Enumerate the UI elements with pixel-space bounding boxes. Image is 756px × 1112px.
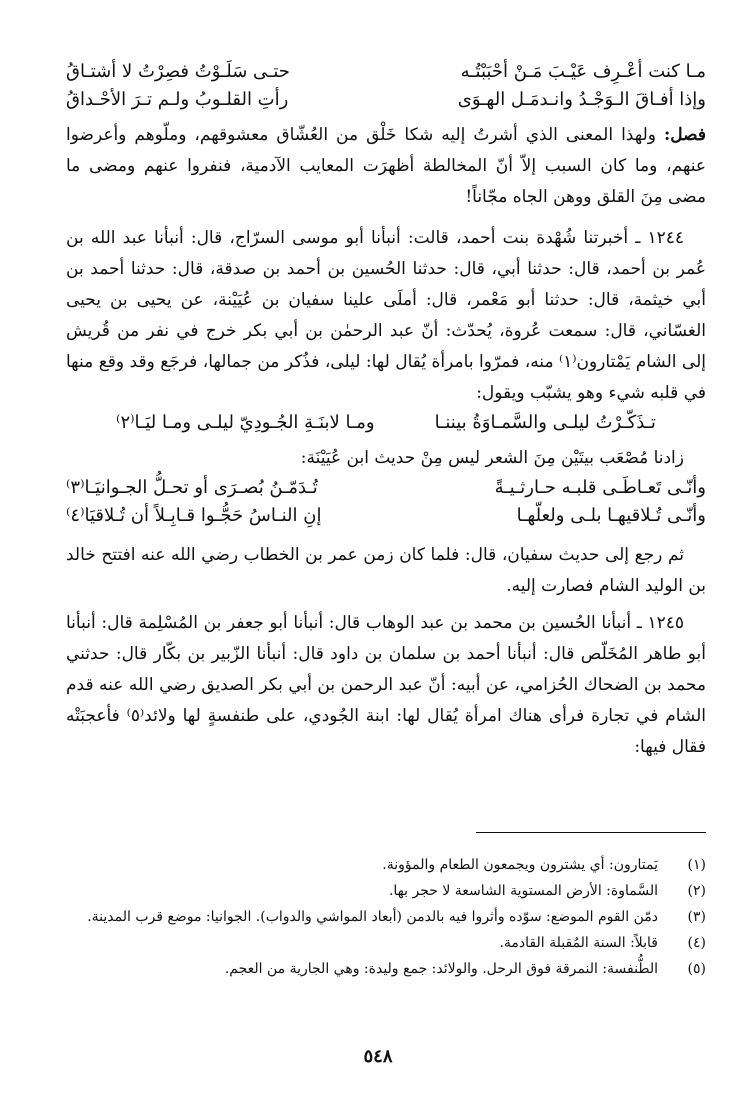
verse-line-1: [66, 58, 706, 86]
hemistich: وإذا أفـاقَ الـوَجْـدُ وانـدمَـل الهـوَى: [457, 89, 706, 110]
hemistich: تُـدَمّـنُ بُصـرَى أو تحـلُّ الجـوانيَـا⁽٣⁾: [66, 477, 318, 498]
footnote-number: (٤): [687, 935, 706, 951]
verse-line-4: [66, 474, 706, 502]
verse-line-3: [66, 409, 706, 437]
fasl-text: ولهذا المعنى الذي أشرتُ إليه شكا خَلْق من العُشّاق معشوقهم، وملّوهم وأعرضوا عنهم، وما كان السبب إلاّ أنّ المخالطة أظهرَت المعايب الآدمية، فنفروا عنهم ومضى ما مضى مِنَ القلق ووهن الجاه مجّاناً!: [66, 125, 706, 207]
hemistich: مـا كنت أعْـرِف عَيْـبَ مَـنْ أحْبَبْتُـه: [460, 61, 706, 82]
hemistich: حتـى سَلَـوْتُ فصِرْتُ لا أشتـاقُ: [66, 61, 290, 82]
footnote-number: (٣): [687, 909, 706, 925]
footnote-text: قابلاً: السنة المُقبلة القادمة.: [499, 935, 658, 951]
footnote-number: (٥): [687, 961, 706, 977]
footnote-4: [56, 930, 706, 956]
footnote-text: الطُّنفسة: النمرقة فوق الرحل. والولائد: جمع وليدة: وهي الجارية من العجم.: [224, 961, 658, 977]
footnote-1: [56, 852, 706, 878]
footnotes: [56, 852, 706, 982]
footnote-text: يَمتارون: أي يشترون ويجمعون الطعام والمؤونة.: [382, 857, 658, 873]
hemistich: وأنّـى تَعـاطَـى قلبـه حـارثـيـةً: [494, 477, 706, 498]
fasl-label: فصل:: [663, 125, 706, 145]
footnote-3: [56, 904, 706, 930]
footnote-5: [56, 956, 706, 982]
fasl-paragraph: [66, 120, 706, 213]
narration-1245: ١٢٤٥ ـ أنبأنا الحُسين بن محمد بن عبد الوهاب قال: أنبأنا أبو جعفر بن المُسْلِمة قال: أنبأنا أبو طاهر المُخَلّص قال: أنبأنا أحمد بن سلمان بن داود قال: أنبأنا الزّبير بن بكّار قال: حدثني محمد بن الضحاك الحُزامي، عن أبيه: أنّ عبد الرحمن بن أبي بكر الصديق رضي الله عنه قدم الشام في تجارة فرأى هناك امرأة يُقال لها: ابنة الجُودي، على طنفسةٍ لها ولائد⁽٥⁾ فأعجبَتْه فقال فيها:: [66, 613, 706, 757]
hemistich: رأتِ القلـوبُ ولـم تـرَ الأحْـداقُ: [66, 89, 289, 110]
footnote-divider: [476, 832, 706, 833]
hemistich: تـذَكّـرْتُ ليلـى والسَّمـاوَةُ بيننـا: [434, 412, 656, 433]
footnote-2: [56, 878, 706, 904]
hemistich: وأنّـى تُـلاقيهـا بلـى ولعلّهـا: [516, 505, 706, 526]
page-number: ٥٤٨: [363, 1046, 393, 1067]
footnote-number: (٢): [687, 883, 706, 899]
footnote-text: السَّماوة: الأرض المستوية الشاسعة لا حجر بها.: [388, 883, 658, 899]
footnote-text: دمّن القوم الموضع: سوّده وأثروا فيه بالدمن (أبعاد المواشي والدواب). الجوانيا: موضع قرب المدينة.: [87, 909, 658, 925]
hemistich: إنِ النـاسُ حَجُّـوا قـابِـلاً أن تُـلاقيَا⁽٤⁾: [66, 505, 322, 526]
paragraph-after: ثم رجع إلى حديث سفيان، قال: فلما كان زمن عمر بن الخطاب رضي الله عنه افتتح خالد بن الوليد الشام فصارت إليه.: [66, 545, 706, 596]
main-text: [66, 58, 706, 763]
hemistich: ومـا لابنَـةِ الجُـودِيّ ليلـى ومـا ليَـا⁽٢⁾: [116, 412, 375, 433]
verse-line-2: [66, 86, 706, 114]
footnote-number: (١): [687, 857, 706, 873]
verse-line-5: [66, 502, 706, 530]
zadana-line: زادنا مُصْعَب بيتَيْن مِنَ الشعر ليس مِنْ حديث ابن عُيَيْنَة:: [300, 448, 684, 468]
narration-1244: ١٢٤٤ ـ أخبرتنا شُهْدة بنت أحمد، قالت: أنبأنا أبو موسى السرّاج، قال: أنبأنا عبد الله بن عُمر بن أحمد، قال: حدثنا أبي، قال: حدثنا الحُسين بن أحمد بن صدقة، قال: حدثنا أحمد بن أبي خيثمة، قال: حدثنا أبو مَعْمر، قال: أملَى علينا سفيان بن عُيَيْنة، عن يحيى بن يحيى الغسّاني، قال: سمعت عُروة، يُحدّث: أنّ عبد الرحمٰن بن أبي بكر خرج في نفر من قُريش إلى الشام يَمْتارون⁽١⁾ منه، فمرّوا بامرأة يُقال لها: ليلى، فذُكر من جمالها، فرجَع وقد وقع منها في قلبه شيء وهو يشبّب ويقول:: [66, 228, 706, 403]
